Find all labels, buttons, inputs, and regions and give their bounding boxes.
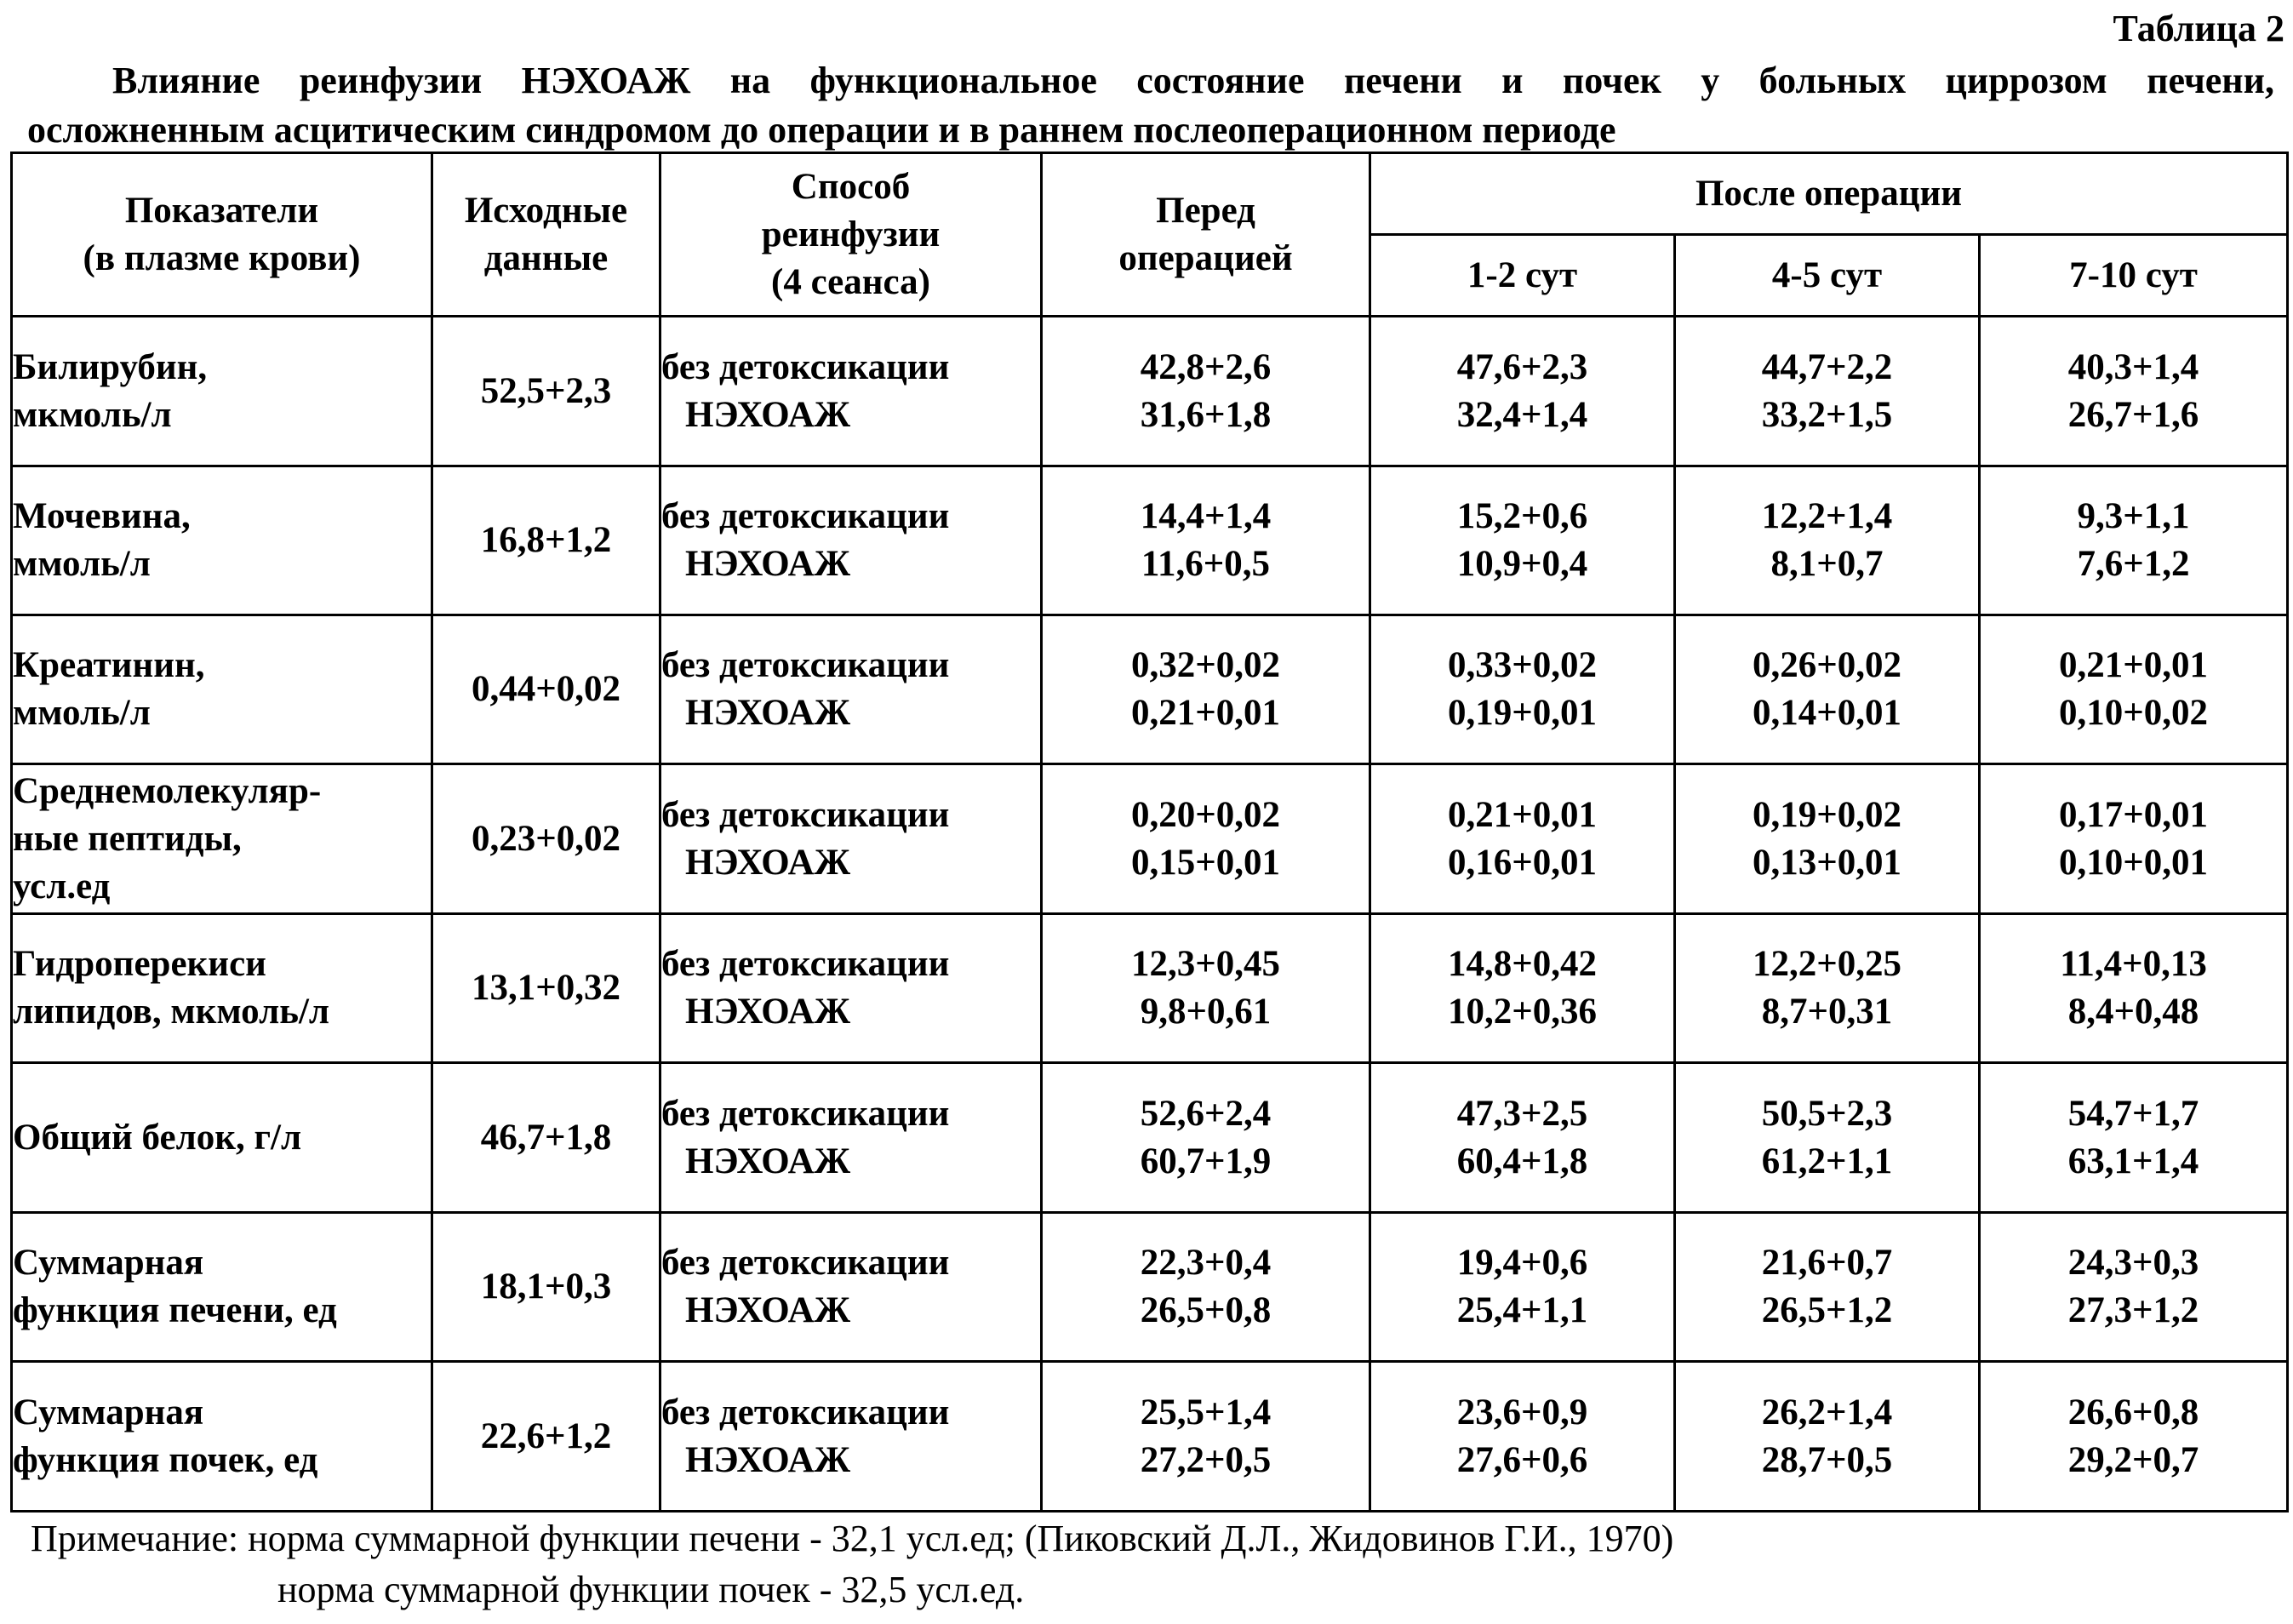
value-cell-d1 (1370, 764, 1675, 914)
value: 0,14+0,01 (1752, 693, 1901, 733)
indicator-name: усл.ед (13, 866, 111, 906)
value-cell-d3 (1980, 1213, 2288, 1362)
value: 12,3+0,45 (1130, 944, 1280, 984)
value: 0,10+0,01 (2059, 842, 2209, 883)
value: 11,4+0,13 (2060, 944, 2207, 984)
method-cell (660, 1213, 1042, 1362)
value: 0,19+0,02 (1752, 794, 1901, 835)
value: 0,16+0,01 (1447, 842, 1597, 883)
value-cell-d2 (1675, 615, 1980, 764)
value-cell-d3 (1980, 615, 2288, 764)
table-row (12, 1213, 2288, 1362)
value: 23,6+0,9 (1456, 1392, 1588, 1432)
value: 0,13+0,01 (1752, 842, 1901, 883)
value: 12,2+0,25 (1752, 944, 1901, 984)
value: 26,2+1,4 (1761, 1392, 1893, 1432)
value-cell-d2 (1675, 466, 1980, 615)
value-cell-before (1042, 466, 1370, 615)
value: 0,20+0,02 (1130, 794, 1280, 835)
indicator-name: функция почек, ед (13, 1439, 318, 1480)
method-no-detox: без детоксикации (661, 1093, 950, 1134)
value: 9,8+0,61 (1140, 992, 1272, 1032)
initial-value: 22,6+1,2 (432, 1362, 660, 1512)
indicator-name: ммоль/л (13, 544, 151, 584)
initial-value: 16,8+1,2 (432, 466, 660, 615)
indicator-name: Общий белок, г/л (13, 1117, 302, 1158)
value-cell-d1 (1370, 317, 1675, 466)
method-nehoazh: НЭХОАЖ (685, 842, 851, 883)
value-cell-d3 (1980, 1362, 2288, 1512)
method-nehoazh: НЭХОАЖ (685, 544, 851, 584)
value-cell-d2 (1675, 1063, 1980, 1213)
title-line-2: осложненным асцитическим синдромом до операции и в раннем послеоперационном периоде (27, 109, 1616, 151)
value: 0,26+0,02 (1752, 645, 1901, 685)
value: 44,7+2,2 (1761, 346, 1893, 387)
value-cell-before (1042, 615, 1370, 764)
value: 47,3+2,5 (1456, 1093, 1588, 1134)
value: 54,7+1,7 (2067, 1093, 2199, 1134)
value: 14,4+1,4 (1140, 496, 1272, 536)
value: 27,3+1,2 (2067, 1290, 2199, 1330)
indicator-name: Билирубин, (13, 346, 208, 387)
method-no-detox: без детоксикации (661, 645, 950, 685)
method-nehoazh: НЭХОАЖ (685, 992, 851, 1032)
method-cell (660, 317, 1042, 466)
value: 27,2+0,5 (1140, 1439, 1272, 1480)
header-after: После операции (1370, 153, 2288, 235)
header-day-1-2: 1-2 сут (1370, 235, 1675, 317)
table-title (27, 56, 2274, 155)
value-cell-before (1042, 317, 1370, 466)
method-nehoazh: НЭХОАЖ (685, 394, 851, 435)
value-cell-d3 (1980, 764, 2288, 914)
value: 0,15+0,01 (1130, 842, 1280, 883)
value: 19,4+0,6 (1456, 1243, 1588, 1283)
value: 0,19+0,01 (1447, 693, 1597, 733)
value: 42,8+2,6 (1140, 346, 1272, 387)
table-row (12, 914, 2288, 1063)
value: 11,6+0,5 (1141, 544, 1271, 584)
value: 28,7+0,5 (1761, 1439, 1893, 1480)
title-line-1: Влияние реинфузии НЭХОАЖ на функциональное состояние печени и почек у больных циррозом печени, (112, 60, 2274, 101)
value: 10,9+0,4 (1456, 544, 1588, 584)
method-nehoazh: НЭХОАЖ (685, 1439, 851, 1480)
value: 25,5+1,4 (1140, 1392, 1272, 1432)
value: 0,33+0,02 (1447, 645, 1597, 685)
value: 33,2+1,5 (1761, 394, 1893, 435)
value-cell-d1 (1370, 914, 1675, 1063)
table-row (12, 466, 2288, 615)
value: 21,6+0,7 (1761, 1243, 1893, 1283)
initial-value: 46,7+1,8 (432, 1063, 660, 1213)
indicator-name: Мочевина, (13, 496, 191, 536)
value: 60,7+1,9 (1140, 1141, 1272, 1181)
value: 26,5+1,2 (1761, 1290, 1893, 1330)
value-cell-d1 (1370, 1362, 1675, 1512)
header-method: Способ реинфузии (4 сеанса) (660, 153, 1042, 317)
value: 15,2+0,6 (1456, 496, 1588, 536)
indicator-name: липидов, мкмоль/л (13, 992, 330, 1032)
method-nehoazh: НЭХОАЖ (685, 1141, 851, 1181)
value: 7,6+1,2 (2077, 544, 2190, 584)
value: 26,7+1,6 (2067, 394, 2199, 435)
value: 10,2+0,36 (1447, 992, 1597, 1032)
value-cell-before (1042, 1063, 1370, 1213)
value-cell-before (1042, 914, 1370, 1063)
value: 26,6+0,8 (2067, 1392, 2199, 1432)
value: 0,21+0,01 (1447, 794, 1597, 835)
indicator-cell (12, 466, 432, 615)
value: 9,3+1,1 (2077, 496, 2190, 536)
value-cell-before (1042, 1213, 1370, 1362)
indicator-name: Суммарная (13, 1243, 204, 1283)
method-nehoazh: НЭХОАЖ (685, 693, 851, 733)
value: 0,17+0,01 (2059, 794, 2209, 835)
value-cell-d3 (1980, 1063, 2288, 1213)
indicator-cell (12, 764, 432, 914)
indicator-cell (12, 1362, 432, 1512)
indicator-cell (12, 914, 432, 1063)
method-no-detox: без детоксикации (661, 794, 950, 835)
indicator-name: мкмоль/л (13, 394, 172, 435)
method-no-detox: без детоксикации (661, 944, 950, 984)
header-day-4-5: 4-5 сут (1675, 235, 1980, 317)
method-no-detox: без детоксикации (661, 1392, 950, 1432)
initial-value: 0,44+0,02 (432, 615, 660, 764)
note-line-1: Примечание: норма суммарной функции печени - 32,1 усл.ед; (Пиковский Д.Л., Жидовинов Г.И., 1970) (31, 1518, 1674, 1559)
value: 29,2+0,7 (2067, 1439, 2199, 1480)
method-cell (660, 1063, 1042, 1213)
value: 27,6+0,6 (1456, 1439, 1588, 1480)
method-cell (660, 914, 1042, 1063)
indicator-cell (12, 1063, 432, 1213)
value: 14,8+0,42 (1447, 944, 1597, 984)
header-initial: Исходные данные (432, 153, 660, 317)
table-row (12, 764, 2288, 914)
method-no-detox: без детоксикации (661, 346, 950, 387)
method-cell (660, 764, 1042, 914)
data-table (10, 152, 2289, 1512)
value: 50,5+2,3 (1761, 1093, 1893, 1134)
value-cell-d2 (1675, 764, 1980, 914)
value-cell-d2 (1675, 914, 1980, 1063)
indicator-cell (12, 615, 432, 764)
value: 40,3+1,4 (2067, 346, 2199, 387)
indicator-name: Среднемолекуляр- (13, 770, 322, 811)
value: 0,21+0,01 (1130, 693, 1280, 733)
value-cell-d3 (1980, 466, 2288, 615)
value: 12,2+1,4 (1761, 496, 1893, 536)
value: 47,6+2,3 (1456, 346, 1588, 387)
header-day-7-10: 7-10 сут (1980, 235, 2288, 317)
value: 32,4+1,4 (1456, 394, 1588, 435)
value: 8,1+0,7 (1770, 544, 1884, 584)
value: 25,4+1,1 (1456, 1290, 1588, 1330)
value-cell-before (1042, 764, 1370, 914)
indicator-name: ные пептиды, (13, 818, 242, 859)
value: 8,4+0,48 (2067, 992, 2199, 1032)
value-cell-d1 (1370, 466, 1675, 615)
indicator-name: Гидроперекиси (13, 944, 266, 984)
method-nehoazh: НЭХОАЖ (685, 1290, 851, 1330)
initial-value: 13,1+0,32 (432, 914, 660, 1063)
indicator-name: Суммарная (13, 1392, 204, 1432)
value-cell-d2 (1675, 1362, 1980, 1512)
table-label: Таблица 2 (2113, 8, 2284, 49)
value: 8,7+0,31 (1761, 992, 1893, 1032)
value: 24,3+0,3 (2067, 1243, 2199, 1283)
initial-value: 18,1+0,3 (432, 1213, 660, 1362)
value-cell-d3 (1980, 317, 2288, 466)
value-cell-d3 (1980, 914, 2288, 1063)
value: 0,10+0,02 (2059, 693, 2209, 733)
value: 0,32+0,02 (1130, 645, 1280, 685)
method-no-detox: без детоксикации (661, 1243, 950, 1283)
value: 0,21+0,01 (2059, 645, 2209, 685)
value-cell-d1 (1370, 615, 1675, 764)
indicator-cell (12, 317, 432, 466)
initial-value: 0,23+0,02 (432, 764, 660, 914)
note-line-2: норма суммарной функции почек - 32,5 усл.ед. (277, 1569, 1025, 1610)
header-before: Перед операцией (1042, 153, 1370, 317)
indicator-name: ммоль/л (13, 693, 151, 733)
value-cell-d1 (1370, 1063, 1675, 1213)
table-row (12, 615, 2288, 764)
table-row (12, 1063, 2288, 1213)
value: 61,2+1,1 (1761, 1141, 1893, 1181)
table-row (12, 1362, 2288, 1512)
value-cell-d2 (1675, 317, 1980, 466)
value: 52,6+2,4 (1140, 1093, 1272, 1134)
value: 60,4+1,8 (1456, 1141, 1588, 1181)
method-cell (660, 615, 1042, 764)
method-no-detox: без детоксикации (661, 496, 950, 536)
value-cell-d2 (1675, 1213, 1980, 1362)
indicator-name: Креатинин, (13, 645, 205, 685)
indicator-cell (12, 1213, 432, 1362)
value: 26,5+0,8 (1140, 1290, 1272, 1330)
value-cell-before (1042, 1362, 1370, 1512)
value-cell-d1 (1370, 1213, 1675, 1362)
header-indicator: Показатели (в плазме крови) (12, 153, 432, 317)
footnote (31, 1513, 1673, 1615)
method-cell (660, 1362, 1042, 1512)
indicator-name: функция печени, ед (13, 1290, 337, 1330)
value: 22,3+0,4 (1140, 1243, 1272, 1283)
value: 63,1+1,4 (2067, 1141, 2199, 1181)
value: 31,6+1,8 (1140, 394, 1272, 435)
initial-value: 52,5+2,3 (432, 317, 660, 466)
method-cell (660, 466, 1042, 615)
table-row (12, 317, 2288, 466)
